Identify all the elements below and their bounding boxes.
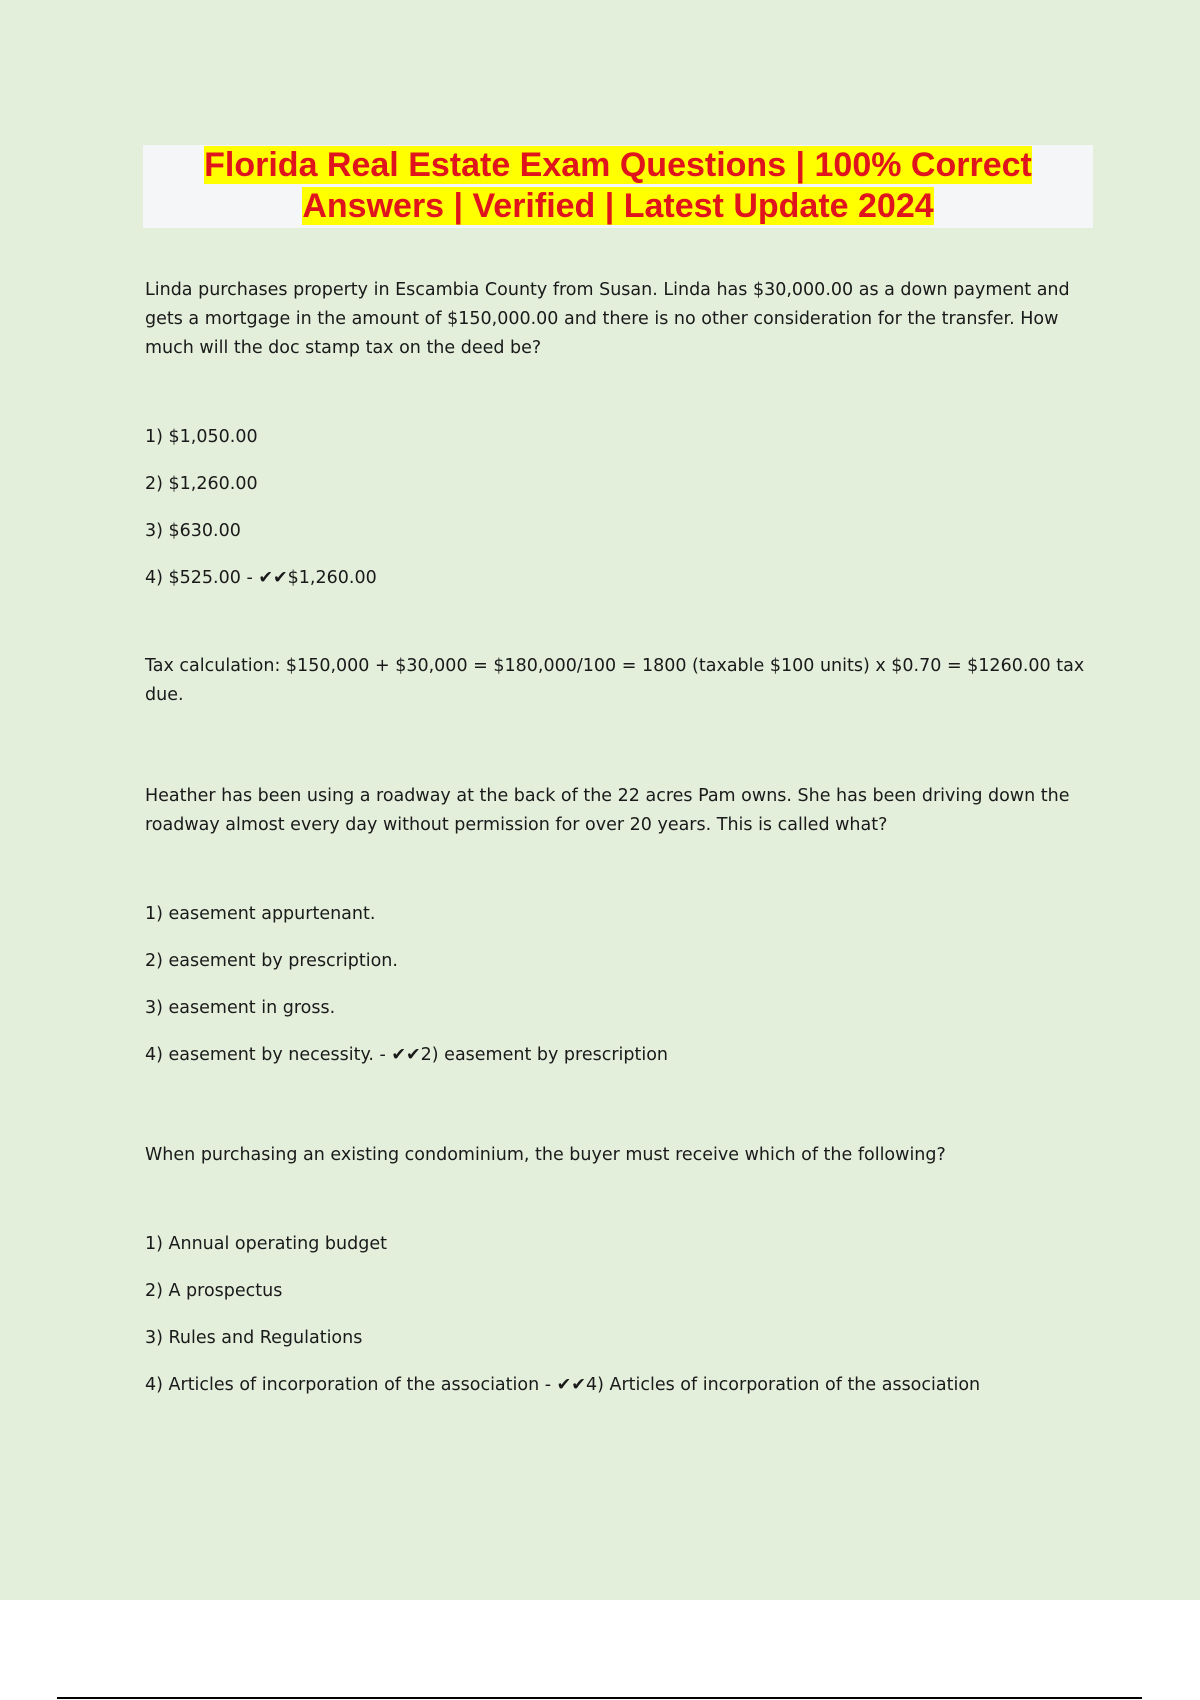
answer-option: 1) easement appurtenant. — [145, 904, 376, 924]
answer-options — [145, 900, 1090, 1069]
answer-option-with-answer: 4) easement by necessity. - ✔✔2) easement by prescription — [145, 1045, 669, 1065]
question-text: Linda purchases property in Escambia County from Susan. Linda has $30,000.00 as a down payment and gets a mortgage in the amount of $150,000.00 and there is no other consideration for the transfer. How much will the doc stamp tax on the deed be? — [145, 280, 1070, 358]
answer-options — [145, 423, 1090, 592]
answer-option: 3) easement in gross. — [145, 998, 336, 1018]
question-block-1 — [145, 276, 1090, 710]
answer-option: 3) Rules and Regulations — [145, 1328, 363, 1348]
answer-option: 2) A prospectus — [145, 1281, 283, 1301]
answer-options — [145, 1230, 1090, 1399]
answer-option-with-answer: 4) $525.00 - ✔✔$1,260.00 — [145, 568, 377, 588]
questions-content — [145, 276, 1090, 1418]
answer-option: 1) Annual operating budget — [145, 1234, 387, 1254]
title-line-2-text: Answers | Verified | Latest Update 2024 — [302, 187, 934, 225]
title-line-2 — [143, 186, 1093, 227]
footer-divider — [57, 1697, 1142, 1699]
answer-option: 2) $1,260.00 — [145, 474, 258, 494]
answer-option: 2) easement by prescription. — [145, 951, 398, 971]
answer-option-with-answer: 4) Articles of incorporation of the association - ✔✔4) Articles of incorporation of the association — [145, 1375, 981, 1395]
question-text: When purchasing an existing condominium, the buyer must receive which of the following? — [145, 1145, 946, 1165]
title-line-1-text: Florida Real Estate Exam Questions | 100% Correct — [204, 146, 1032, 184]
answer-option: 1) $1,050.00 — [145, 427, 258, 447]
title-banner — [143, 145, 1093, 228]
answer-option: 3) $630.00 — [145, 521, 241, 541]
question-text: Heather has been using a roadway at the back of the 22 acres Pam owns. She has been driving down the roadway almost every day without permission for over 20 years. This is called what? — [145, 786, 1070, 835]
question-block-3 — [145, 1141, 1090, 1399]
question-block-2 — [145, 782, 1090, 1069]
title-line-1 — [143, 145, 1093, 186]
answer-explanation: Tax calculation: $150,000 + $30,000 = $180,000/100 = 1800 (taxable $100 units) x $0.70 = $1260.00 tax due. — [145, 656, 1085, 705]
